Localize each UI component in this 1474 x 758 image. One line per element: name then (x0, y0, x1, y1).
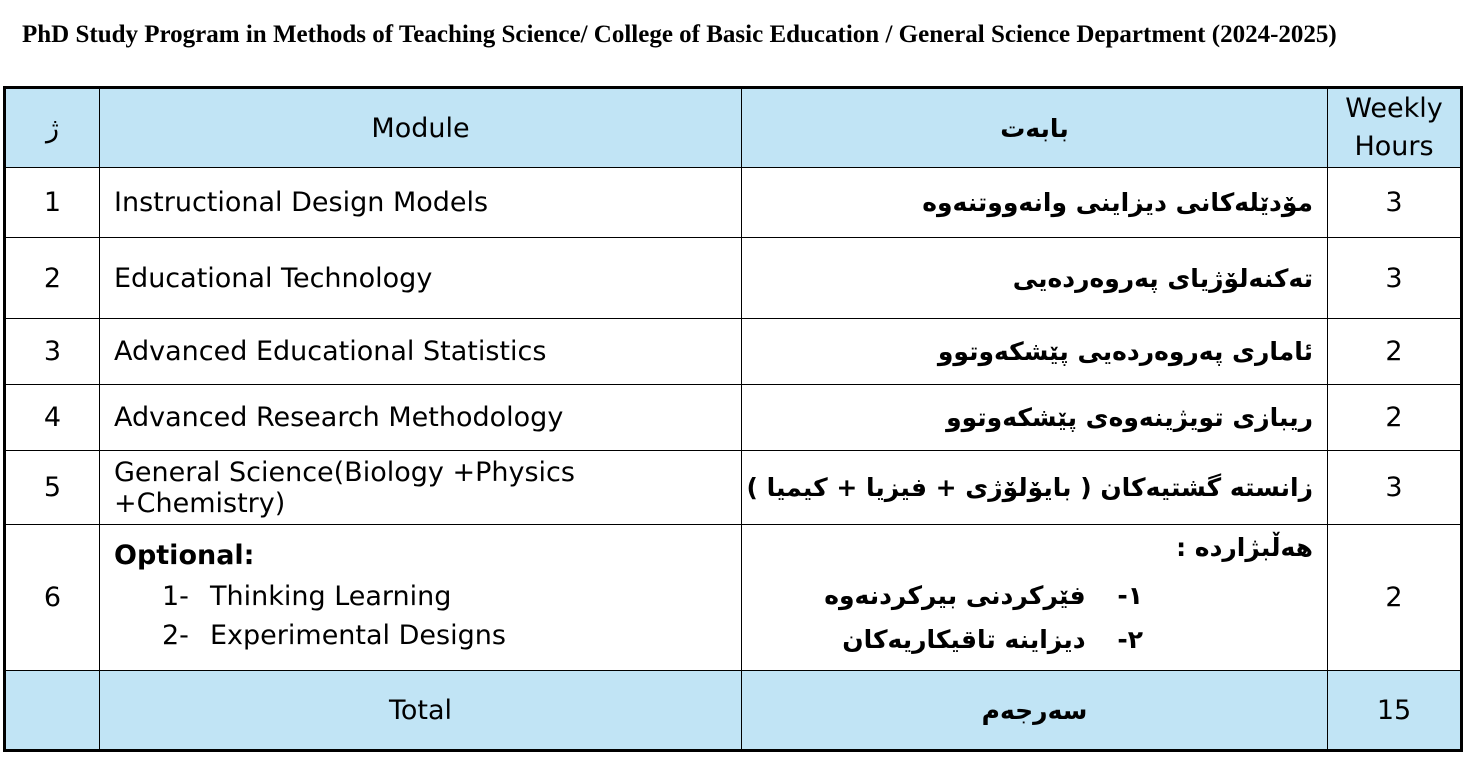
row-module-ku: تەکنەلۆژیای پەروەردەیی (742, 238, 1328, 319)
row-module: Advanced Research Methodology (100, 385, 742, 451)
page-title: PhD Study Program in Methods of Teaching Science/ College of Basic Education / General Science Department (2024-2025) (22, 21, 1337, 48)
header-row (5, 88, 1462, 168)
row-number: 2 (5, 238, 100, 319)
header-number: ژ (5, 88, 100, 168)
row-module-ku: ریبازی تویژینەوەی پێشکەوتوو (742, 385, 1328, 451)
table-row (5, 385, 1462, 451)
row-module-ku: ئاماری پەروەردەیی پێشکەوتوو (742, 319, 1328, 385)
row-number: 6 (5, 525, 100, 671)
optional-title: Optional: (114, 540, 255, 571)
row-module-ku: زانستە گشتیەکان ( بایۆلۆژی + فیزیا + کیمیا ) (742, 451, 1328, 525)
header-module: Module (100, 88, 742, 168)
header-module-ku: بابەت (742, 88, 1328, 168)
row-module: Educational Technology (100, 238, 742, 319)
row-module: Advanced Educational Statistics (100, 319, 742, 385)
optional-item: 1- Thinking Learning (162, 581, 452, 612)
total-label: Total (100, 671, 742, 751)
row-number: 5 (5, 451, 100, 525)
row-module: General Science(Biology +Physics +Chemistry) (100, 451, 742, 525)
row-hours: 2 (1328, 385, 1462, 451)
header-weekly-hours (1328, 88, 1462, 168)
row-hours: 3 (1328, 451, 1462, 525)
optional-title-ku: هەڵبژاردە : (1176, 533, 1313, 562)
table-row (5, 238, 1462, 319)
row-hours: 3 (1328, 238, 1462, 319)
header-hours-line1: Weekly (1345, 93, 1443, 124)
total-row (5, 671, 1462, 751)
optional-item-ku: ١- فێرکردنی بیرکردنەوە (824, 581, 1143, 610)
row-module-optional (100, 525, 742, 671)
row-number: 1 (5, 168, 100, 238)
header-hours-line2: Hours (1354, 131, 1434, 162)
row-number: 4 (5, 385, 100, 451)
table-row (5, 168, 1462, 238)
total-number (5, 671, 100, 751)
row-module-ku: مۆدێلەکانی دیزاینی وانەووتنەوە (742, 168, 1328, 238)
row-number: 3 (5, 319, 100, 385)
total-label-ku: سەرجەم (742, 671, 1328, 751)
row-hours: 3 (1328, 168, 1462, 238)
row-module: Instructional Design Models (100, 168, 742, 238)
optional-item: 2- Experimental Designs (162, 620, 506, 651)
table-row (5, 451, 1462, 525)
row-hours: 2 (1328, 319, 1462, 385)
table-row (5, 319, 1462, 385)
table-row-optional (5, 525, 1462, 671)
program-table (3, 86, 1463, 752)
row-hours: 2 (1328, 525, 1462, 671)
optional-item-ku: ٢- دیزاینە تاقیکاریەکان (842, 625, 1143, 654)
row-module-ku-optional (742, 525, 1328, 671)
total-hours: 15 (1328, 671, 1462, 751)
